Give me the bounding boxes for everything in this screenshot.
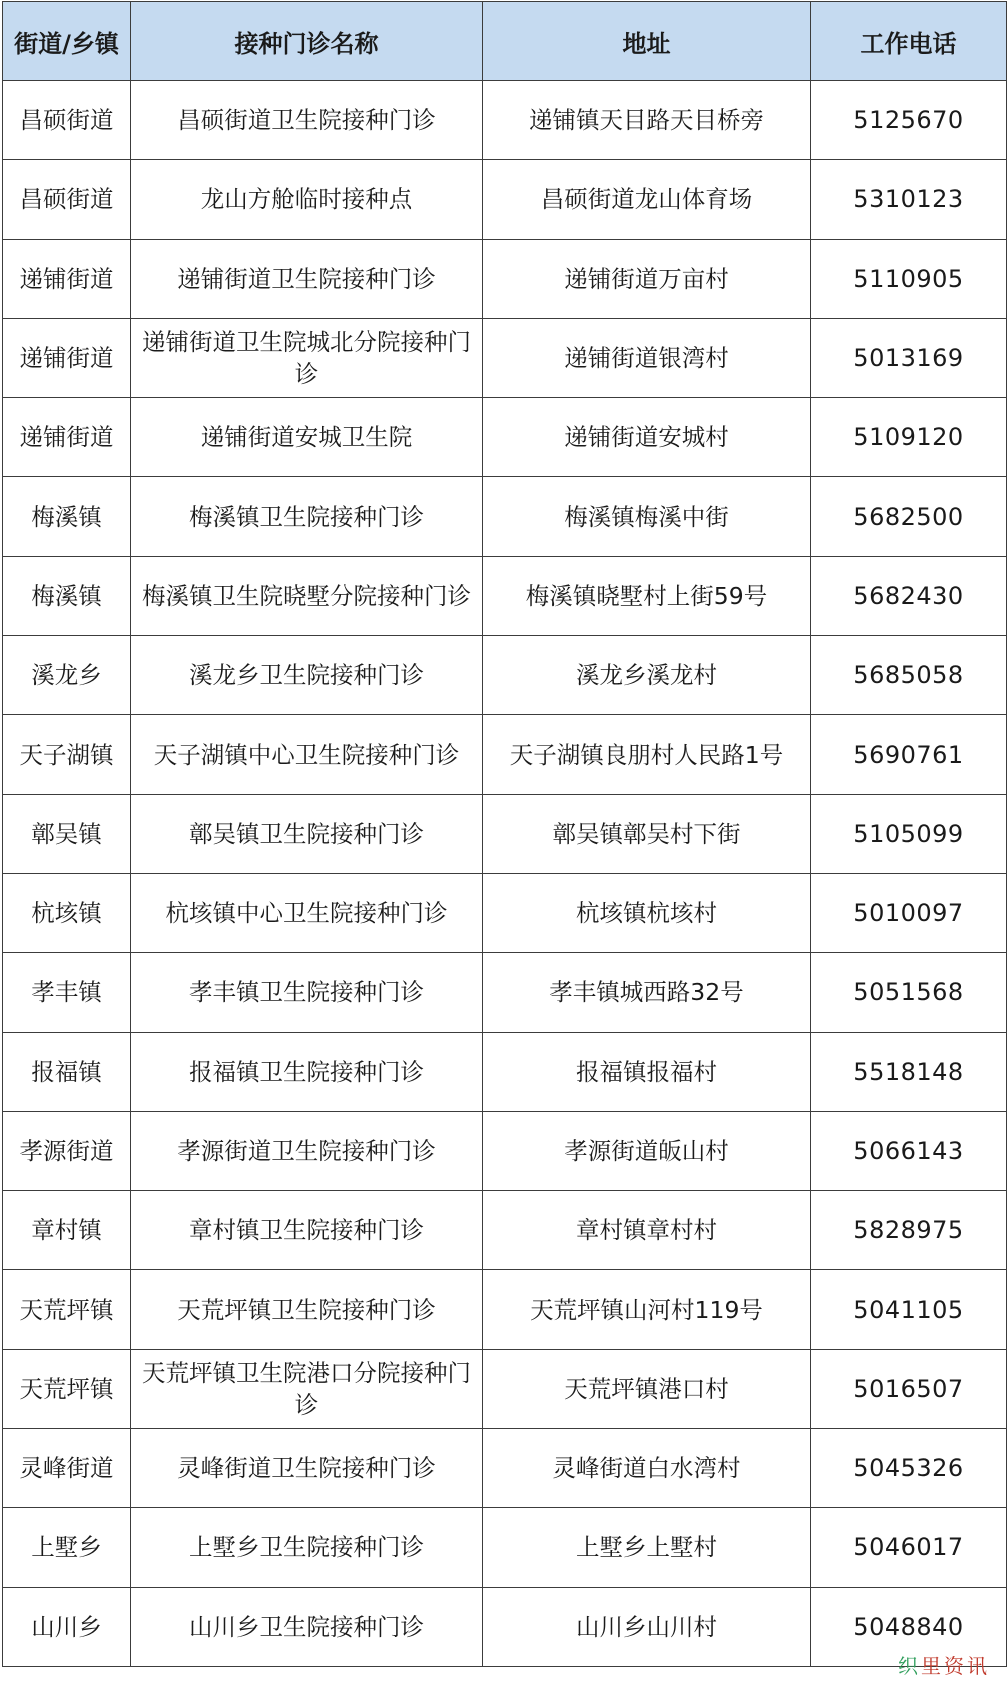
cell-clinic-name: 梅溪镇卫生院晓墅分院接种门诊	[131, 556, 483, 635]
cell-phone: 5110905	[811, 239, 1007, 318]
cell-clinic-name: 上墅乡卫生院接种门诊	[131, 1508, 483, 1587]
cell-phone: 5013169	[811, 318, 1007, 397]
cell-clinic-name: 报福镇卫生院接种门诊	[131, 1032, 483, 1111]
cell-district: 山川乡	[3, 1587, 131, 1666]
cell-phone: 5016507	[811, 1349, 1007, 1428]
table-row	[3, 1270, 1007, 1349]
cell-district: 灵峰街道	[3, 1429, 131, 1508]
header-address: 地址	[483, 2, 811, 81]
watermark-text: 里资讯	[921, 1654, 990, 1678]
cell-phone: 5518148	[811, 1032, 1007, 1111]
cell-district: 报福镇	[3, 1032, 131, 1111]
table-row	[3, 1587, 1007, 1666]
cell-clinic-name: 昌硕街道卫生院接种门诊	[131, 81, 483, 160]
cell-address: 报福镇报福村	[483, 1032, 811, 1111]
cell-clinic-name: 天荒坪镇卫生院港口分院接种门诊	[131, 1349, 483, 1428]
cell-district: 递铺街道	[3, 239, 131, 318]
cell-phone: 5828975	[811, 1191, 1007, 1270]
cell-district: 章村镇	[3, 1191, 131, 1270]
cell-phone: 5105099	[811, 794, 1007, 873]
table-row	[3, 81, 1007, 160]
table-row	[3, 239, 1007, 318]
cell-address: 梅溪镇晓墅村上街59号	[483, 556, 811, 635]
table-row	[3, 1032, 1007, 1111]
table-row	[3, 715, 1007, 794]
cell-district: 梅溪镇	[3, 556, 131, 635]
cell-address: 孝丰镇城西路32号	[483, 953, 811, 1032]
header-phone: 工作电话	[811, 2, 1007, 81]
cell-address: 递铺街道银湾村	[483, 318, 811, 397]
cell-district: 孝源街道	[3, 1111, 131, 1190]
cell-district: 鄣吴镇	[3, 794, 131, 873]
table-row	[3, 1508, 1007, 1587]
cell-phone: 5051568	[811, 953, 1007, 1032]
watermark-accent: 织	[898, 1654, 921, 1678]
cell-phone: 5125670	[811, 81, 1007, 160]
cell-phone: 5682500	[811, 477, 1007, 556]
cell-address: 递铺街道安城村	[483, 398, 811, 477]
table-row	[3, 1429, 1007, 1508]
cell-address: 递铺街道万亩村	[483, 239, 811, 318]
cell-clinic-name: 龙山方舱临时接种点	[131, 160, 483, 239]
cell-address: 天荒坪镇港口村	[483, 1349, 811, 1428]
cell-phone: 5046017	[811, 1508, 1007, 1587]
cell-district: 天荒坪镇	[3, 1349, 131, 1428]
cell-address: 杭垓镇杭垓村	[483, 873, 811, 952]
cell-address: 山川乡山川村	[483, 1587, 811, 1666]
cell-district: 昌硕街道	[3, 81, 131, 160]
cell-address: 灵峰街道白水湾村	[483, 1429, 811, 1508]
header-district: 街道/乡镇	[3, 2, 131, 81]
table-header	[3, 2, 1007, 81]
cell-phone: 5690761	[811, 715, 1007, 794]
cell-clinic-name: 递铺街道安城卫生院	[131, 398, 483, 477]
table-row	[3, 1111, 1007, 1190]
cell-clinic-name: 梅溪镇卫生院接种门诊	[131, 477, 483, 556]
table-row	[3, 636, 1007, 715]
cell-address: 梅溪镇梅溪中街	[483, 477, 811, 556]
cell-clinic-name: 溪龙乡卫生院接种门诊	[131, 636, 483, 715]
table-row	[3, 953, 1007, 1032]
cell-clinic-name: 孝源街道卫生院接种门诊	[131, 1111, 483, 1190]
table-row	[3, 1349, 1007, 1428]
cell-district: 溪龙乡	[3, 636, 131, 715]
cell-phone: 5066143	[811, 1111, 1007, 1190]
table-row	[3, 160, 1007, 239]
table-row	[3, 477, 1007, 556]
cell-clinic-name: 天荒坪镇卫生院接种门诊	[131, 1270, 483, 1349]
cell-address: 上墅乡上墅村	[483, 1508, 811, 1587]
cell-clinic-name: 递铺街道卫生院接种门诊	[131, 239, 483, 318]
cell-address: 天子湖镇良朋村人民路1号	[483, 715, 811, 794]
cell-phone: 5041105	[811, 1270, 1007, 1349]
cell-clinic-name: 灵峰街道卫生院接种门诊	[131, 1429, 483, 1508]
cell-district: 梅溪镇	[3, 477, 131, 556]
cell-phone: 5045326	[811, 1429, 1007, 1508]
table-row	[3, 556, 1007, 635]
cell-district: 上墅乡	[3, 1508, 131, 1587]
cell-phone: 5310123	[811, 160, 1007, 239]
cell-address: 章村镇章村村	[483, 1191, 811, 1270]
cell-address: 天荒坪镇山河村119号	[483, 1270, 811, 1349]
cell-address: 孝源街道皈山村	[483, 1111, 811, 1190]
cell-phone: 5048840	[811, 1587, 1007, 1666]
table-row	[3, 873, 1007, 952]
table-row	[3, 318, 1007, 397]
cell-address: 溪龙乡溪龙村	[483, 636, 811, 715]
table-row	[3, 794, 1007, 873]
table-body	[3, 81, 1007, 1667]
cell-district: 昌硕街道	[3, 160, 131, 239]
cell-phone: 5109120	[811, 398, 1007, 477]
watermark	[898, 1650, 990, 1679]
cell-district: 天子湖镇	[3, 715, 131, 794]
table-row	[3, 398, 1007, 477]
vaccination-clinic-table	[2, 1, 1007, 1667]
cell-phone: 5010097	[811, 873, 1007, 952]
cell-clinic-name: 山川乡卫生院接种门诊	[131, 1587, 483, 1666]
cell-clinic-name: 章村镇卫生院接种门诊	[131, 1191, 483, 1270]
cell-clinic-name: 递铺街道卫生院城北分院接种门诊	[131, 318, 483, 397]
cell-district: 孝丰镇	[3, 953, 131, 1032]
cell-address: 昌硕街道龙山体育场	[483, 160, 811, 239]
cell-district: 递铺街道	[3, 398, 131, 477]
cell-phone: 5682430	[811, 556, 1007, 635]
cell-clinic-name: 杭垓镇中心卫生院接种门诊	[131, 873, 483, 952]
cell-address: 递铺镇天目路天目桥旁	[483, 81, 811, 160]
cell-district: 天荒坪镇	[3, 1270, 131, 1349]
table-row	[3, 1191, 1007, 1270]
cell-clinic-name: 天子湖镇中心卫生院接种门诊	[131, 715, 483, 794]
header-row	[3, 2, 1007, 81]
header-clinic-name: 接种门诊名称	[131, 2, 483, 81]
cell-phone: 5685058	[811, 636, 1007, 715]
cell-district: 递铺街道	[3, 318, 131, 397]
cell-clinic-name: 鄣吴镇卫生院接种门诊	[131, 794, 483, 873]
cell-district: 杭垓镇	[3, 873, 131, 952]
cell-clinic-name: 孝丰镇卫生院接种门诊	[131, 953, 483, 1032]
cell-address: 鄣吴镇鄣吴村下街	[483, 794, 811, 873]
